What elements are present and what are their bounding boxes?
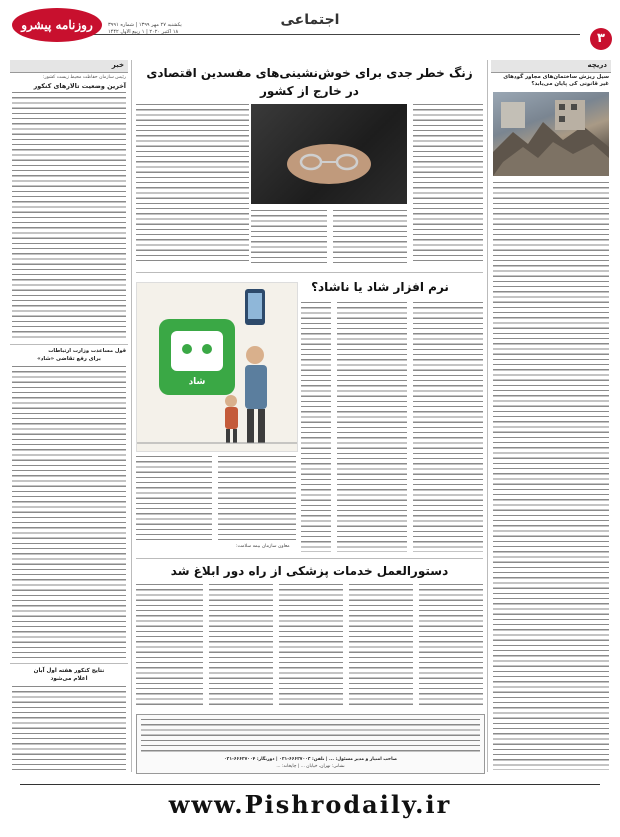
shad-article-body-left-2 [218,456,296,540]
right-column-title: سیل ریزش ساختمان‌های مجاور گودهای غیر قانونی کی پایان می‌یابد؟ [503,74,609,87]
main-article-body-center-2 [251,210,327,264]
bottom-article-col-3 [279,584,343,706]
shad-article [136,274,483,556]
item2-title: برای رفع تقاضی «شاد» [37,356,101,362]
left-divider-2 [10,663,128,664]
page-number-badge [590,28,612,50]
left-divider-1 [10,344,128,345]
item2-body [12,366,126,658]
main-article-title-2: در خارج از کشور [260,84,359,98]
bottom-article-title: دستورالعمل خدمات پزشکی از راه دور ابلاغ شد [170,564,449,578]
right-column-header [491,60,611,73]
imprint-box [136,714,485,774]
handcuffs-illustration [251,104,407,204]
footer-bar [0,780,620,830]
column-rule-right [487,60,488,772]
shad-cartoon-illustration [137,283,297,451]
divider-main-shad [136,272,483,273]
main-article-body-left [136,104,249,264]
item1-body [12,92,126,340]
rubble-illustration [493,92,609,176]
bottom-article-col-4 [209,584,273,706]
item3-subtitle: اعلام می‌شود [50,676,88,682]
footer-rule-top [20,784,600,785]
date-line-1: یکشنبه ۲۷ مهر ۱۳۹۹ | شماره ۳۹۹۱ [108,22,182,28]
website-link[interactable]: www.Pishrodaily.ir [168,790,452,819]
main-article-body-center-1 [333,210,407,264]
shad-article-body-left-1 [136,456,212,540]
item2-kicker: قول مساعدت وزارت ارتباطات [48,348,126,354]
newspaper-logo [12,8,102,42]
right-column-body [493,182,609,770]
right-column [491,60,611,772]
imprint-body [141,719,480,755]
imprint-line-2: نشانی: تهران، خیابان ... | چاپخانه: ... [276,764,345,769]
shad-article-title: نرم افزار شاد یا ناشاد؟ [311,280,449,294]
left-column-header-label: خبر [111,61,124,69]
logo-text: روزنامه پیشرو [21,18,93,32]
section-title: اجتماعی [280,12,340,28]
bottom-article [136,560,483,712]
item1-title: آخرین وضعیت تالارهای کنکور [33,82,126,90]
left-column [10,60,128,772]
shad-cartoon-label: شاد [188,377,206,387]
main-article-body-right [413,104,483,264]
shad-article-byline: معاون سازمان بیمه سلامت: [236,544,290,549]
shad-cartoon [136,282,298,452]
right-column-header-label: دریچه [587,61,607,69]
column-rule-left [131,60,132,772]
imprint-line-1: صاحب امتیاز و مدیر مسئول: ... | تلفن: ۶۶۶۲۷۰۰۳-۰۲۱ | دورنگار: ۶۶۶۲۷۰۰۴-۰۲۱ [224,757,397,762]
shad-article-body-right-2 [337,302,407,552]
item3-body [12,686,126,770]
page-number: ۳ [597,31,605,46]
main-article [136,60,483,270]
bottom-article-col-5 [136,584,203,706]
main-article-title-1: زنگ خطر جدی برای خوش‌نشینی‌های مفسدین اقتصادی [146,66,473,80]
masthead [0,0,620,60]
shad-article-body-right-3 [301,302,331,552]
bottom-article-col-1 [419,584,483,706]
shad-article-body-right-1 [413,302,483,552]
handcuffs-photo [251,104,407,204]
collapsed-building-photo [493,92,609,176]
bottom-article-col-2 [349,584,413,706]
item3-title: نتایج کنکور هفته اول آبان [33,668,105,674]
date-line-2: ۱۸ اکتبر ۲۰۲۰ | ۱ ربیع الاول ۱۴۴۲ [108,29,179,35]
left-column-header [10,60,128,73]
item1-kicker: رئیس سازمان حفاظت محیط زیست کشور: [42,75,126,80]
divider-shad-bottom [136,558,483,559]
